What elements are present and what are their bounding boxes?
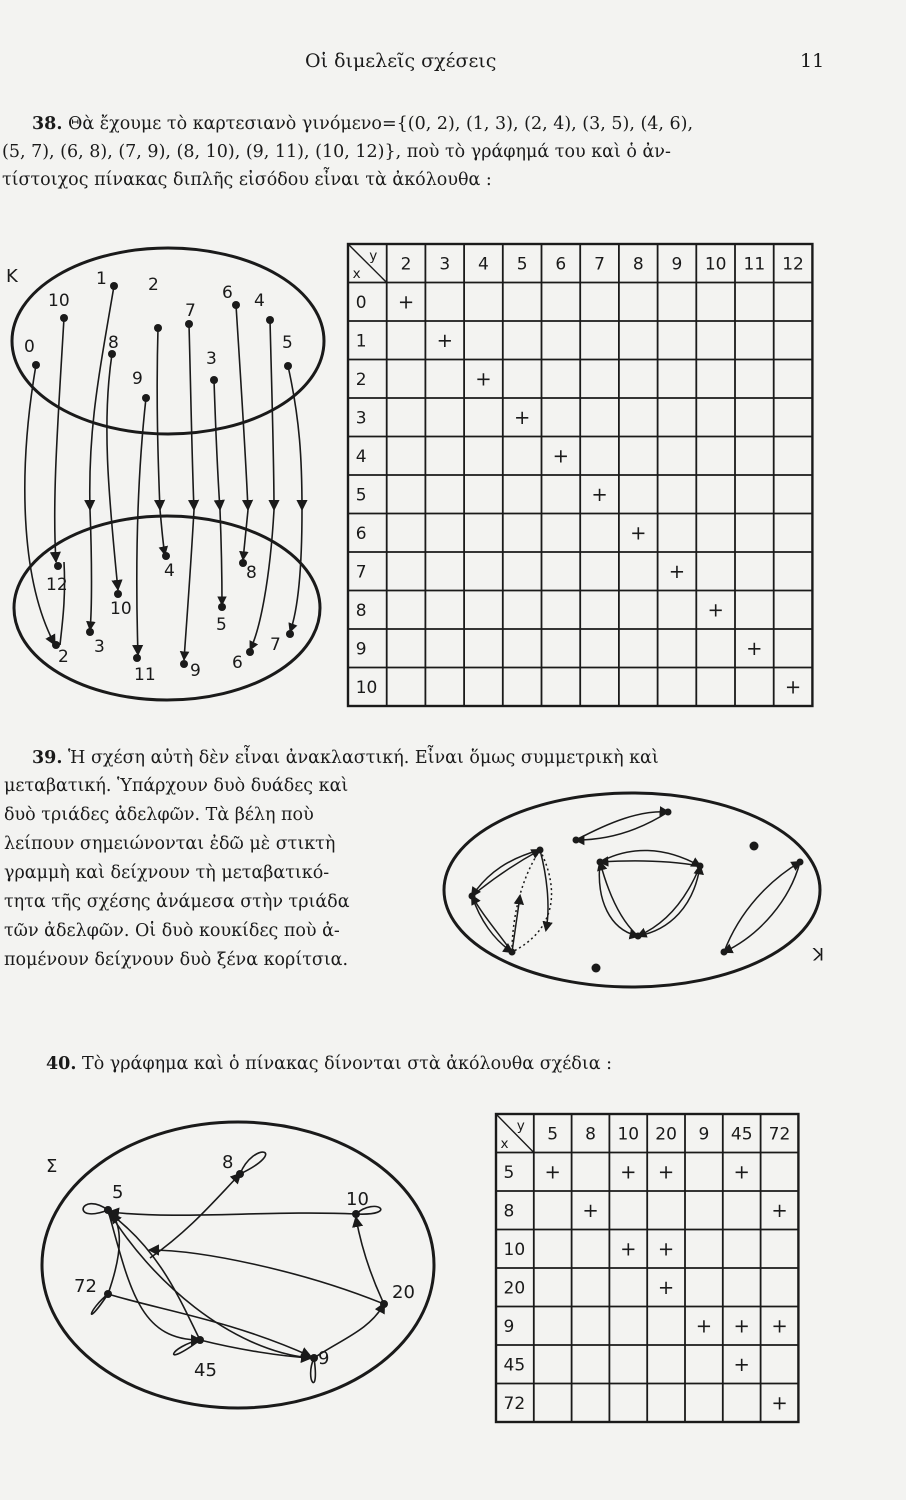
ex39-node <box>597 859 604 866</box>
arrow-2-4 <box>157 328 160 510</box>
node-top-2 <box>154 324 162 332</box>
ex38-table-mark: + <box>707 598 724 622</box>
ex38-bottom-set <box>14 516 320 700</box>
ex40-table-col-header: 20 <box>655 1124 677 1145</box>
ex38-table-mark: + <box>436 329 453 353</box>
ex40-table-mark: + <box>620 1237 637 1261</box>
label-top-8: 8 <box>108 333 119 353</box>
ex38-table-row-header: 10 <box>355 677 378 698</box>
ex40-table-col-header: 5 <box>547 1124 559 1145</box>
node-top-6 <box>232 301 240 309</box>
ex40-table-row-header: 8 <box>503 1201 515 1222</box>
loop-8 <box>240 1152 266 1174</box>
ex39-edge-d <box>724 862 800 952</box>
ex39-edge-a <box>576 812 668 840</box>
ex38-table-row-header: 5 <box>355 485 367 506</box>
ex39-number: 39. <box>32 748 63 768</box>
ex40-set <box>42 1122 434 1408</box>
ex39-node <box>469 893 476 900</box>
label-72: 72 <box>74 1276 97 1297</box>
ex38-table-col-header: 6 <box>555 254 567 275</box>
ex40-table-corner-x: x <box>500 1135 509 1152</box>
arrow-6-8-end <box>243 510 248 560</box>
edge-10-5 <box>110 1212 356 1215</box>
ex39-node <box>797 859 804 866</box>
ex39-text-3: δυὸ τριάδες ἀδελφῶν. Τὰ βέλη ποὺ <box>4 805 314 825</box>
ex39-text-6: τητα τῆς σχέσης ἀνάμεσα στὴν τριάδα <box>4 892 350 912</box>
ex39-graph <box>438 786 836 994</box>
ex39-edge-h <box>472 896 512 952</box>
ex38-table-col-header: 4 <box>478 254 489 275</box>
ex40-table-col-header: 8 <box>585 1124 596 1145</box>
arrow-4-6 <box>270 320 274 510</box>
arrow-7-9 <box>189 324 194 510</box>
ex38-table-mark: + <box>630 521 647 545</box>
label-top-5: 5 <box>282 333 293 353</box>
ex40-table-row-header: 5 <box>503 1162 515 1183</box>
node-bottom-6 <box>246 648 254 656</box>
ex38-text-1: Θὰ ἔχουμε τὸ καρτεσιανὸ γινόμενο={(0, 2), (1, 3), (2, 4), (3, 5), (4, 6), <box>68 114 694 134</box>
node-top-7 <box>185 320 193 328</box>
arrow-3-5-end <box>220 510 222 605</box>
node-top-4 <box>266 316 274 324</box>
ex38-line-2: (5, 7), (6, 8), (7, 9), (8, 10), (9, 11), (10, 12)}, ποὺ τὸ γράφημά του καὶ ὁ ἀν- <box>2 142 671 162</box>
arrow-5-7-end <box>290 510 302 632</box>
ex39-edge-n <box>600 862 638 936</box>
label-bottom-12: 12 <box>46 575 68 595</box>
ex39-isolated-node <box>592 964 601 973</box>
ex40-table-mark: + <box>733 1353 750 1377</box>
ex39-edge-c <box>724 862 800 952</box>
ex40-table-row-header: 20 <box>503 1278 526 1299</box>
label-top-1: 1 <box>96 269 107 289</box>
arrow-9-11 <box>137 398 146 655</box>
ex39-node <box>697 863 704 870</box>
ex39-node <box>665 809 672 816</box>
ex39-text-2: μεταβατική. Ὑπάρχουν δυὸ δυάδες καὶ <box>4 776 349 796</box>
label-45: 45 <box>194 1360 217 1381</box>
ex38-table-col-header: 11 <box>743 254 766 275</box>
label-8: 8 <box>222 1152 234 1173</box>
ex40-table-col-header: 10 <box>617 1124 640 1145</box>
ex38-table-row-header: 9 <box>355 639 367 660</box>
ex39-dotted-2 <box>512 850 540 952</box>
ex39-edge-e <box>472 850 540 896</box>
ex38-table <box>346 242 816 708</box>
ex38-table-row-header: 1 <box>355 331 367 352</box>
node-top-0 <box>32 361 40 369</box>
ex38-table-row-header: 7 <box>355 562 367 583</box>
ex38-table-row-header: 4 <box>355 446 367 467</box>
node-9 <box>310 1354 318 1362</box>
ex38-table-col-header: 2 <box>400 254 412 275</box>
ex39-line-1 <box>32 744 659 772</box>
ex38-table-row-header: 2 <box>355 369 367 390</box>
ex39-edge-o <box>638 866 700 936</box>
ex39-edge-l <box>600 861 700 866</box>
label-bottom-8: 8 <box>246 563 257 583</box>
arrow-1-3-end <box>90 510 92 630</box>
ex40-table-col-header: 72 <box>768 1124 791 1145</box>
ex39-node <box>509 949 516 956</box>
ex40-table-mark: + <box>733 1160 750 1184</box>
page-number: 11 <box>800 50 825 72</box>
label-9: 9 <box>318 1348 330 1369</box>
ex38-table-row-header: 6 <box>355 523 367 544</box>
ex38-line-3: τίστοιχος πίνακας διπλῆς εἰσόδου εἶναι τὰ ἀκόλουθα : <box>2 170 492 190</box>
ex38-table-mark: + <box>552 444 570 468</box>
ex38-table-mark: + <box>668 560 686 584</box>
label-top-7: 7 <box>185 301 196 321</box>
node-top-3 <box>210 376 218 384</box>
ex40-text-1: Τὸ γράφημα καὶ ὁ πίνακας δίνονται στὰ ἀκόλουθα σχέδια : <box>82 1054 612 1074</box>
ex40-table-row-header: 9 <box>503 1316 515 1337</box>
edge-5-9 <box>108 1210 310 1358</box>
edge-5-8 <box>150 1174 240 1258</box>
ex39-node <box>573 837 580 844</box>
edge-72-5 <box>108 1214 119 1294</box>
label-bottom-11: 11 <box>134 665 156 685</box>
loop-45 <box>174 1340 200 1355</box>
ex40-table-corner-y: y <box>516 1118 525 1135</box>
label-bottom-9: 9 <box>190 661 201 681</box>
arrow-8-10 <box>107 354 118 590</box>
ex40-table-mark: + <box>657 1237 675 1261</box>
label-bottom-7: 7 <box>270 635 281 655</box>
ex38-table-corner-x: x <box>352 265 361 282</box>
ex40-table-col-header: 45 <box>730 1124 753 1145</box>
ex38-table-col-header: 3 <box>439 254 451 275</box>
node-bottom-10 <box>114 590 122 598</box>
node-72 <box>104 1290 112 1298</box>
ex39-node <box>721 949 728 956</box>
node-45 <box>196 1336 204 1344</box>
node-10 <box>352 1210 360 1218</box>
ex39-node <box>537 847 544 854</box>
ex40-table-row-header: 45 <box>503 1355 526 1376</box>
node-20 <box>380 1300 388 1308</box>
node-bottom-9 <box>180 660 188 668</box>
arrow-3-5 <box>214 380 220 510</box>
node-top-10 <box>60 314 68 322</box>
node-top-5 <box>284 362 292 370</box>
ex39-edge-p <box>638 866 700 936</box>
label-bottom-2: 2 <box>58 647 69 667</box>
arrow-1-3 <box>90 286 114 510</box>
node-8 <box>236 1170 244 1178</box>
ex40-table-mark: + <box>771 1391 788 1415</box>
ex40-table-mark: + <box>620 1160 637 1184</box>
ex39-node <box>635 933 642 940</box>
arrow-6-8 <box>236 305 248 510</box>
ex38-table-row-header: 8 <box>355 600 367 621</box>
ex38-table-mark: + <box>784 675 802 699</box>
ex40-table-mark: + <box>657 1160 675 1184</box>
ex38-table-col-header: 7 <box>594 254 605 275</box>
ex39-text-5: γραμμὴ καὶ δείχνουν τὴ μεταβατικό- <box>4 863 330 883</box>
ex39-edge-b <box>576 812 668 840</box>
ex39-text-1: Ἡ σχέση αὐτὴ δὲν εἶναι ἀνακλαστική. Εἶναι ὅμως συμμετρικὴ καὶ <box>68 748 659 768</box>
ex39-text-7: τῶν ἀδελφῶν. Οἱ δυὸ κουκίδες ποὺ ἀ- <box>4 921 340 941</box>
ex40-table-mark: + <box>771 1199 788 1223</box>
ex40-table-row-header: 10 <box>503 1239 526 1260</box>
ex39-edge-m <box>599 862 638 936</box>
ex40-number: 40. <box>46 1054 77 1074</box>
node-top-1 <box>110 282 118 290</box>
node-bottom-3 <box>86 628 94 636</box>
edge-20-10 <box>356 1218 384 1304</box>
label-top-4: 4 <box>254 291 265 311</box>
label-top-10: 10 <box>48 291 70 311</box>
ex39-text-4: λείπουν σημειώνονται ἐδῶ μὲ στικτὴ <box>4 834 336 854</box>
label-20: 20 <box>392 1282 415 1303</box>
ex40-table <box>494 1112 800 1424</box>
label-5: 5 <box>112 1182 124 1203</box>
ex40-table-mark: + <box>695 1314 713 1338</box>
ex39-set-label: Κ <box>812 943 824 963</box>
node-bottom-7 <box>286 630 294 638</box>
arrow-0-2 <box>25 365 55 645</box>
arrow-7-9-end <box>184 510 194 660</box>
ex39-edge-i <box>512 896 520 952</box>
arrow-5-7 <box>288 366 302 510</box>
node-bottom-5 <box>218 603 226 611</box>
label-bottom-5: 5 <box>216 615 227 635</box>
label-top-0: 0 <box>24 337 35 357</box>
ex38-graph <box>0 240 330 720</box>
node-5 <box>104 1206 112 1214</box>
ex39-paragraph <box>4 772 350 975</box>
ex38-table-row-header: 0 <box>355 292 367 313</box>
label-top-6: 6 <box>222 283 233 303</box>
label-bottom-10: 10 <box>110 599 132 619</box>
ex40-table-col-header: 9 <box>698 1124 710 1145</box>
ex38-table-mark: + <box>591 483 608 507</box>
ex40-table-mark: + <box>544 1160 561 1184</box>
label-top-3: 3 <box>206 349 217 369</box>
node-bottom-11 <box>133 654 141 662</box>
ex39-edge-f <box>472 850 540 896</box>
node-top-9 <box>142 394 150 402</box>
ex38-table-row-header: 3 <box>355 408 367 429</box>
ex40-table-mark: + <box>733 1314 750 1338</box>
label-10: 10 <box>346 1189 369 1210</box>
ex38-table-corner-y: y <box>369 248 378 265</box>
ex40-table-mark: + <box>582 1199 599 1223</box>
ex38-table-col-header: 10 <box>704 254 727 275</box>
arrow-10-12 <box>55 318 64 562</box>
ex38-table-mark: + <box>397 290 415 314</box>
ex38-table-col-header: 12 <box>782 254 804 275</box>
ex38-table-col-header: 9 <box>671 254 683 275</box>
label-bottom-3: 3 <box>94 637 105 657</box>
ex38-table-col-header: 8 <box>632 254 644 275</box>
ex40-table-mark: + <box>771 1314 788 1338</box>
ex39-text-8: πομένουν δείχνουν δυὸ ξένα κορίτσια. <box>4 950 349 970</box>
ex39-isolated-node <box>750 842 759 851</box>
label-top-9: 9 <box>132 369 143 389</box>
label-top-2: 2 <box>148 275 159 295</box>
node-bottom-12 <box>54 562 62 570</box>
ex38-table-mark: + <box>475 367 492 391</box>
ex38-table-mark: + <box>746 637 763 661</box>
running-header: Οἱ διμελεῖς σχέσεις <box>305 50 497 72</box>
ex38-set-label: Κ <box>6 266 18 287</box>
label-bottom-4: 4 <box>164 561 175 581</box>
node-bottom-4 <box>162 552 170 560</box>
ex40-table-mark: + <box>657 1276 675 1300</box>
ex38-table-col-header: 5 <box>516 254 528 275</box>
ex38-table-mark: + <box>513 406 531 430</box>
ex40-set-label: Σ <box>46 1156 58 1177</box>
ex40-line-1 <box>46 1050 612 1078</box>
ex38-number: 38. <box>32 114 63 134</box>
ex40-graph <box>30 1115 440 1420</box>
ex38-line-1 <box>32 110 693 138</box>
ex40-table-row-header: 72 <box>503 1393 526 1414</box>
edge-20-5 <box>150 1250 384 1304</box>
label-bottom-6: 6 <box>232 653 243 673</box>
